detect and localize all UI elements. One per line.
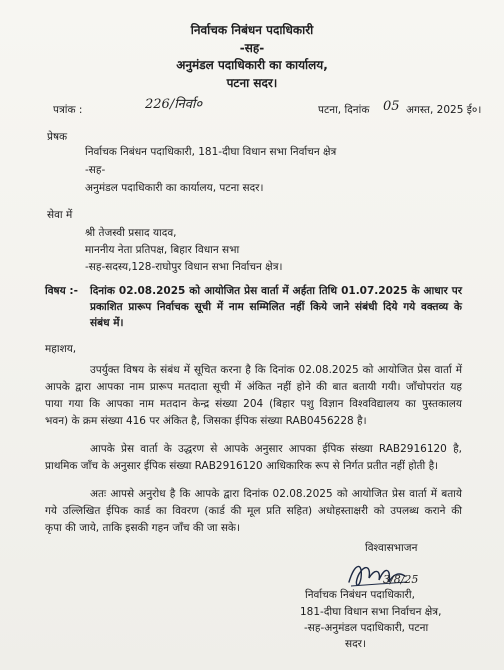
para3-line1: अतः आपसे अनुरोध है कि आपके द्वारा दिनांक 02.08.2025 को आयोजित प्रेस वार्ता में बताये (90, 488, 462, 500)
recipient-line3: -सह-सदस्य,128-राघोपुर विधान सभा निर्वाचन क्षेत्र। (85, 261, 283, 273)
date-day-handwritten: 05 (383, 99, 400, 114)
date-month-year: अगस्त, 2025 ई०। (406, 104, 482, 116)
signature-date-handwritten: 3/8/25 (383, 573, 419, 586)
place-date-prefix: पटना, दिनांक (318, 104, 370, 116)
office-title-sah: -सह- (239, 41, 265, 55)
para2-line2: प्राथमिक जाँच के अनुसार ईपिक संख्या RAB2916120 आधिकारिक रूप से निर्गत प्रतीत नहीं होती है। (45, 460, 439, 472)
ref-label: पत्रांक : (53, 104, 83, 116)
sender-line2: -सह- (85, 164, 106, 176)
signatory-line1: निर्वाचक निबंधन पदाधिकारी, (305, 589, 415, 601)
office-title-line4: पटना सदर। (226, 76, 278, 90)
signatory-line2: 181-दीघा विधान सभा निर्वाचन क्षेत्र, (300, 606, 442, 618)
para1-line3: पाया गया कि आपका नाम मतदान केन्द्र संख्या 204 (बिहार पशु विज्ञान विश्वविद्यालय का पुस्तकालय (45, 398, 462, 410)
recipient-line1: श्री तेजस्वी प्रसाद यादव, (85, 227, 177, 239)
para3-line2: गये उल्लिखित ईपिक कार्ड का विवरण (कार्ड की मूल प्रति सहित) अधोहस्ताक्षरी को उपलब्ध कराने की (45, 505, 462, 517)
para1-line4: भवन) के क्रम संख्या 416 पर अंकित है, जिसका ईपिक संख्या RAB0456228 है। (45, 415, 367, 427)
para2-line1: आपके प्रेस वार्ता के उद्धरण से आपके अनुसार आपका ईपिक संख्या RAB2916120 है, (90, 443, 462, 455)
subject-label: विषय :- (45, 285, 78, 297)
recipient-label: सेवा में (47, 209, 73, 221)
faithfully: विश्वासभाजन (365, 542, 418, 554)
subject-line1: दिनांक 02.08.2025 को आयोजित प्रेस वार्ता में अर्हता तिथि 01.07.2025 के आधार पर (90, 285, 462, 297)
signatory-line4: सदर। (345, 638, 366, 650)
sender-line1: निर्वाचक निबंधन पदाधिकारी, 181-दीघा विधान सभा निर्वाचन क्षेत्र (85, 146, 337, 158)
para1-line2: आपके द्वारा आपका नाम प्रारूप मतदाता सूची में अंकित नहीं होने की बात बतायी गयी। जाँचोपरांत यह (45, 381, 462, 393)
office-title: निर्वाचक निबंधन पदाधिकारी (190, 23, 314, 37)
recipient-line2: माननीय नेता प्रतिपक्ष, बिहार विधान सभा (85, 244, 240, 256)
office-title-line3: अनुमंडल पदाधिकारी का कार्यालय, (176, 58, 328, 72)
para3-line3: कृपा की जाये, ताकि इसकी गहन जाँच की जा सके। (45, 522, 240, 534)
subject-line2: प्रकाशित प्रारूप निर्वाचक सूची में नाम सम्मिलित नहीं किये जाने संबंधी दिये गये वक्तव्य के (90, 301, 462, 313)
subject-line3: संबंध में। (90, 317, 124, 329)
ref-number-handwritten: 226/निर्वा० (145, 97, 203, 112)
sender-label: प्रेषक (47, 131, 68, 143)
para1-line1: उपर्युक्त विषय के संबंध में सूचित करना है कि दिनांक 02.08.2025 को आयोजित प्रेस वार्ता में (90, 364, 462, 376)
signatory-line3: -सह-अनुमंडल पदाधिकारी, पटना (304, 622, 429, 634)
sender-line3: अनुमंडल पदाधिकारी का कार्यालय, पटना सदर। (85, 182, 264, 194)
salutation: महाशय, (45, 343, 77, 355)
